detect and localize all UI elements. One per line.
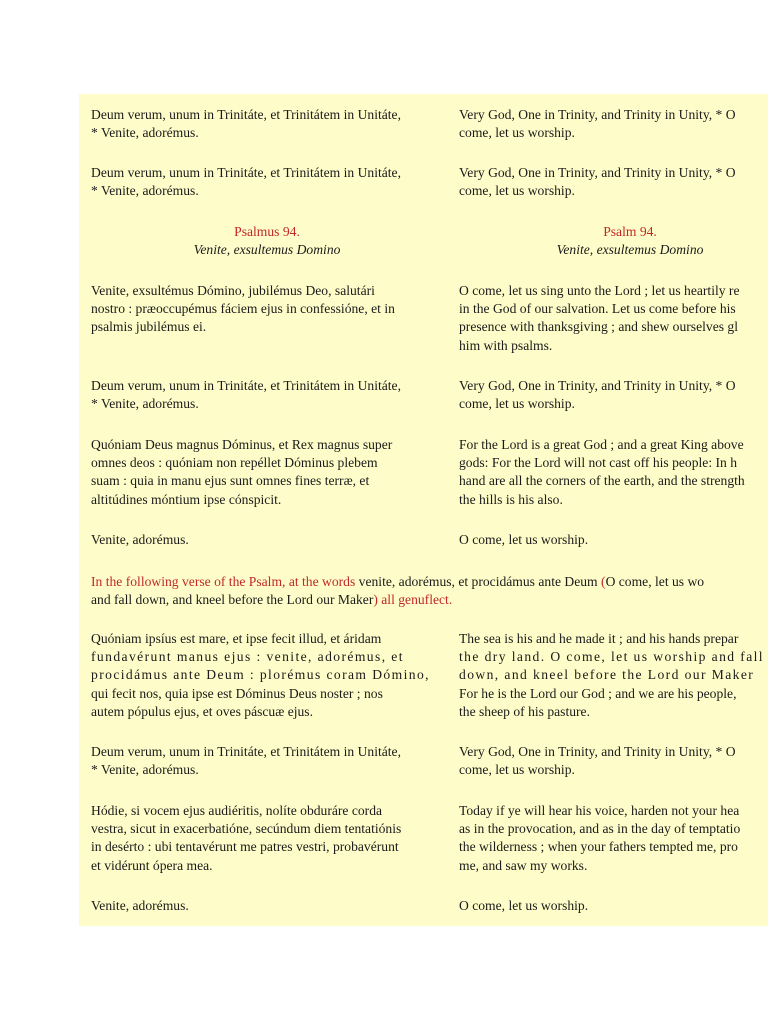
latin-line: Deum verum, unum in Trinitáte, et Trinitátem in Unitáte, bbox=[91, 107, 401, 122]
english-verse bbox=[459, 802, 768, 875]
english-line: Very God, One in Trinity, and Trinity in Unity, * O bbox=[459, 744, 736, 759]
latin-line: nostro : præoccupémus fáciem ejus in confessióne, et in bbox=[91, 301, 395, 317]
english-line: the hills is his also. bbox=[459, 491, 563, 507]
latin-verse bbox=[91, 164, 443, 200]
english-line: as in the provocation, and as in the day of temptatio bbox=[459, 821, 741, 837]
latin-line: Quóniam ipsíus est mare, et ipse fecit illud, et áridam bbox=[91, 631, 382, 646]
latin-line: Venite, exsultémus Dómino, jubilémus Deo, salutári bbox=[91, 283, 375, 298]
english-verse bbox=[459, 743, 768, 779]
english-verse bbox=[459, 436, 768, 509]
genuflect-rubric bbox=[91, 573, 704, 609]
latin-line: Venite, adorémus. bbox=[91, 532, 189, 547]
latin-line: vestra, sicut in exacerbatióne, secúndum diem tentatiónis bbox=[91, 821, 402, 837]
latin-line: * Venite, adorémus. bbox=[91, 396, 199, 412]
latin-verse bbox=[91, 436, 443, 509]
english-line: me, and saw my works. bbox=[459, 857, 588, 873]
latin-psalm-heading bbox=[91, 223, 443, 259]
rubric-instruction: In the following verse of the Psalm, at the words bbox=[91, 574, 359, 589]
english-line: The sea is his and he made it ; and his hands prepar bbox=[459, 631, 739, 646]
english-verse bbox=[459, 164, 768, 200]
rubric-translation: and fall down, and kneel before the Lord our Maker bbox=[91, 592, 374, 608]
latin-line: * Venite, adorémus. bbox=[91, 183, 199, 199]
english-verse bbox=[459, 377, 768, 413]
latin-line: * Venite, adorémus. bbox=[91, 125, 199, 141]
latin-verse bbox=[91, 377, 443, 413]
english-line: Very God, One in Trinity, and Trinity in Unity, * O bbox=[459, 378, 736, 393]
english-line: For he is the Lord our God ; and we are his people, bbox=[459, 685, 737, 701]
english-line: gods: For the Lord will not cast off his people: In h bbox=[459, 455, 738, 471]
english-line: the sheep of his pasture. bbox=[459, 703, 590, 719]
latin-verse bbox=[91, 282, 443, 337]
latin-line: suam : quia in manu ejus sunt omnes fines terræ, et bbox=[91, 473, 370, 489]
latin-psalm-title: Psalmus 94. bbox=[234, 224, 300, 239]
latin-line: fundavérunt manus ejus : venite, adorémus, et bbox=[91, 649, 404, 665]
english-line: Very God, One in Trinity, and Trinity in Unity, * O bbox=[459, 107, 736, 122]
english-verse bbox=[459, 630, 768, 721]
english-line: down, and kneel before the Lord our Maker bbox=[459, 667, 755, 683]
english-verse bbox=[459, 897, 768, 915]
latin-line: Deum verum, unum in Trinitáte, et Trinitátem in Unitáte, bbox=[91, 744, 401, 759]
latin-line: autem pópulus ejus, et oves páscuæ ejus. bbox=[91, 703, 313, 719]
english-line: hand are all the corners of the earth, and the strength bbox=[459, 473, 745, 489]
latin-psalm-subtitle: Venite, exsultemus Domino bbox=[193, 242, 341, 258]
latin-line: in desérto : ubi tentavérunt me patres vestri, probavérunt bbox=[91, 839, 399, 855]
rubric-translation: O come, let us wo bbox=[605, 574, 705, 589]
english-line: presence with thanksgiving ; and shew ourselves gl bbox=[459, 319, 738, 335]
rubric-line bbox=[91, 573, 704, 591]
latin-verse bbox=[91, 106, 443, 142]
english-line: Very God, One in Trinity, and Trinity in Unity, * O bbox=[459, 165, 736, 180]
english-line: come, let us worship. bbox=[459, 396, 575, 412]
rubric-instruction-end: ) all genuflect. bbox=[373, 592, 453, 608]
english-line: O come, let us sing unto the Lord ; let us heartily re bbox=[459, 283, 740, 298]
latin-line: Venite, adorémus. bbox=[91, 898, 189, 913]
english-line: in the God of our salvation. Let us come before his bbox=[459, 301, 736, 317]
rubric-line bbox=[91, 591, 704, 609]
rubric-quote: venite, adorémus, et procidámus ante Deum bbox=[358, 574, 602, 589]
latin-line: altitúdines móntium ipse cónspicit. bbox=[91, 491, 282, 507]
english-line: come, let us worship. bbox=[459, 125, 575, 141]
latin-line: et vidérunt ópera mea. bbox=[91, 857, 213, 873]
latin-line: * Venite, adorémus. bbox=[91, 762, 199, 778]
latin-verse bbox=[91, 802, 443, 875]
english-verse bbox=[459, 531, 768, 549]
english-line: come, let us worship. bbox=[459, 183, 575, 199]
english-line: him with psalms. bbox=[459, 337, 553, 353]
rubric-paren: ( bbox=[601, 574, 606, 589]
english-line: come, let us worship. bbox=[459, 762, 575, 778]
latin-verse bbox=[91, 531, 443, 549]
latin-line: qui fecit nos, quia ipse est Dóminus Deus noster ; nos bbox=[91, 685, 383, 701]
english-line: Today if ye will hear his voice, harden not your hea bbox=[459, 803, 740, 818]
latin-line: Hódie, si vocem ejus audiéritis, nolíte obduráre corda bbox=[91, 803, 383, 818]
english-verse bbox=[459, 106, 768, 142]
latin-line: Deum verum, unum in Trinitáte, et Trinitátem in Unitáte, bbox=[91, 378, 401, 393]
latin-line: psalmis jubilémus ei. bbox=[91, 319, 207, 335]
latin-verse bbox=[91, 897, 443, 915]
english-line: the dry land. O come, let us worship and fall bbox=[459, 649, 764, 665]
latin-line: Quóniam Deus magnus Dóminus, et Rex magnus super bbox=[91, 437, 393, 452]
english-line: O come, let us worship. bbox=[459, 898, 589, 913]
english-line: the wilderness ; when your fathers tempted me, pro bbox=[459, 839, 738, 855]
latin-verse bbox=[91, 630, 443, 721]
english-psalm-heading bbox=[459, 223, 768, 259]
english-line: For the Lord is a great God ; and a great King above bbox=[459, 437, 744, 452]
latin-line: Deum verum, unum in Trinitáte, et Trinitátem in Unitáte, bbox=[91, 165, 401, 180]
english-psalm-subtitle: Venite, exsultemus Domino bbox=[556, 242, 704, 258]
english-verse bbox=[459, 282, 768, 355]
english-line: O come, let us worship. bbox=[459, 532, 589, 547]
english-psalm-title: Psalm 94. bbox=[603, 224, 657, 239]
latin-verse bbox=[91, 743, 443, 779]
latin-line: procidámus ante Deum : plorémus coram Dómino, bbox=[91, 667, 430, 683]
latin-line: omnes deos : quóniam non repéllet Dóminus plebem bbox=[91, 455, 378, 471]
